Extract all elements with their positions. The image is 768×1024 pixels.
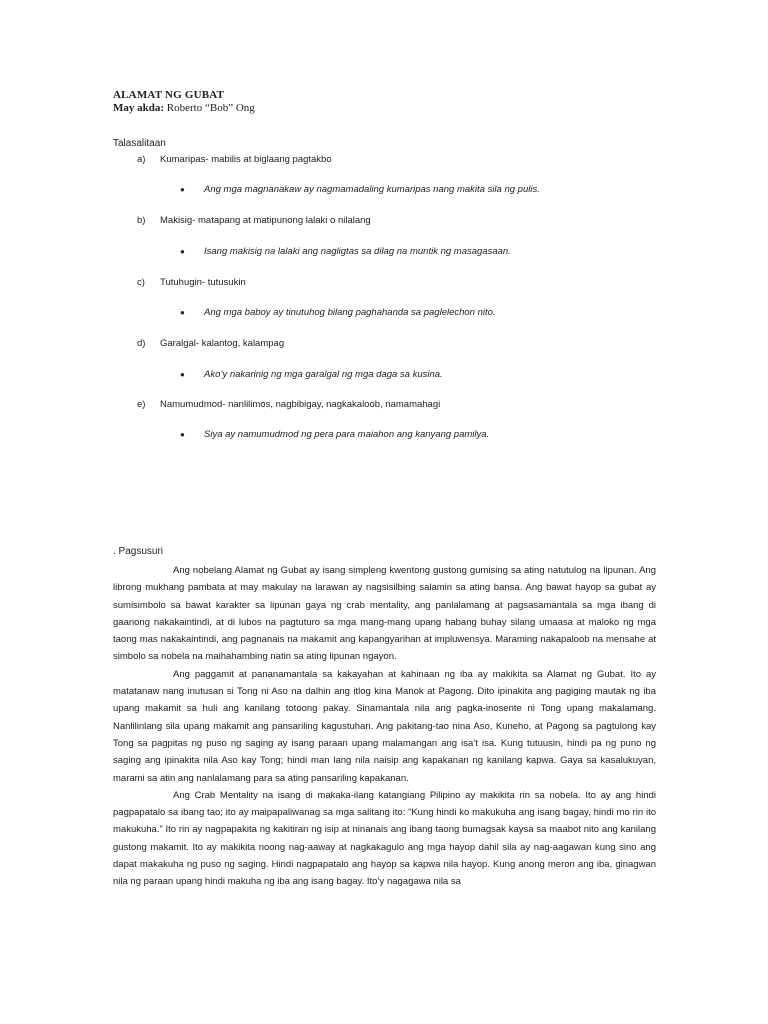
term-definition: Kumaripas- mabilis at biglaang pagtakbo (160, 154, 332, 165)
example-sentence: Ang mga baboy ay tinutuhog bilang paghahanda sa paglelechon nito. (204, 307, 496, 318)
bullet-icon: ● (180, 308, 185, 317)
bullet-icon: ● (180, 185, 185, 194)
vocabulary-heading: Talasalitaan (113, 138, 166, 149)
author-line (113, 102, 255, 114)
example-sentence: Ako’y nakarinig ng mga garalgal ng mga daga sa kusina. (204, 369, 443, 380)
term-letter: d) (137, 338, 146, 349)
term-definition: Tutuhugin- tutusukin (160, 277, 246, 288)
term-letter: b) (137, 215, 146, 226)
paragraph: Ang nobelang Alamat ng Gubat ay isang simpleng kwentong gustong gumising sa ating natutulog na lipunan. Ang librong mukhang pambata at may makulay na larawan ay nagsisilbing salamin sa ating bansa. Ang bawat hayop sa gubat ay sumisimbolo sa bawat karakter sa lipunan gaya ng crab mentality, ang panlalamang at pagsasamantala sa mga ibang di gaanong nakakaintindi, at di lubos na pagtuturo sa mga mang-mang upang habang buhay silang umaasa at maloko ng mga taong mas nakakaintindi, ang pagnanais na makamit ang kapangyarihan at impluwensya. Maraming nakapaloob na mensahe at simbolo sa nobela na maihahambing natin sa ating lipunan ngayon. (113, 565, 656, 663)
example-sentence: Isang makisig na lalaki ang nagligtas sa dilag na muntik ng masagasaan. (204, 246, 511, 257)
paragraph: Ang paggamit at pananamantala sa kakayahan at kahinaan ng iba ay makikita sa Alamat ng Gubat. Ito ay matatanaw nang inutusan si Tong ni Aso na dalhin ang itlog kina Manok at Pagong. Dito ipinakita ang pagiging mautak ng iba upang makamit sa huli ang kanilang totoong pakay. Sinamantala nila ang pagka-inosente ni Tong upang makalamang. Nanlilinlang sila upang makamit ang pansariling kagustuhan. Ang pakitang-tao nina Aso, Kuneho, at Pagong sa pagtulong kay Tong sa pagpitas ng puso ng saging ay isang paraan upang malamangan ang isa’t isa. Kung tutuusin, hindi pa ng puno ng saging ang ipinakita nila Aso kay Tong; hindi man lang nila naisip ang kapakanan ng kanilang kapwa. Gaya sa kasalukuyan, marami sa atin ang nanlalamang para sa ating pansariling kapakanan. (113, 668, 656, 784)
example-sentence: Ang mga magnanakaw ay nagmamadaling kumaripas nang makita sila ng pulis. (204, 184, 540, 195)
term-letter: a) (137, 154, 146, 165)
term-definition: Makisig- matapang at matipunong lalaki o nilalang (160, 215, 371, 226)
author-name: Roberto “Bob” Ong (166, 102, 255, 114)
analysis-body (113, 562, 656, 891)
author-label: May akda: (113, 102, 165, 114)
paragraph: Ang Crab Mentality na isang di makaka-ilang katangiang Pilipino ay makikita rin sa nobela. Ito ay ang hindi pagpapatalo sa ibang tao; ito ay maipapaliwanag sa mga salitang ito: “Kung hindi ko makukuha ang isang bagay, hindi mo rin ito makukuha.” Ito rin ay nagpapakita ng kakitiran ng isip at ninanais ang ibang taong bumagsak kaysa sa maabot nito ang kanilang gustong makamit. Ito ay makikita noong nag-aaway at nagkakagulo ang mga hayop dahil sila ay nag-aagawan kung sino ang dapat makakuha ng puso ng saging. Hindi nagpapatalo ang hayop sa kapwa nila hayop. Kung anong meron ang iba, ginagwan nila ng paraan upang hindi makuha ng iba ang isang bagay. Ito’y nagagawa nila sa (113, 789, 656, 888)
bullet-icon: ● (180, 370, 185, 379)
bullet-icon: ● (180, 430, 185, 439)
document-title: ALAMAT NG GUBAT (113, 89, 225, 101)
term-definition: Garalgal- kalantog, kalampag (160, 338, 285, 349)
example-sentence: Siya ay namumudmod ng pera para maiahon ang kanyang pamilya. (204, 429, 490, 440)
term-letter: e) (137, 399, 146, 410)
term-letter: c) (137, 277, 145, 288)
analysis-heading: . Pagsusuri (113, 546, 164, 557)
term-definition: Namumudmod- nanlilimos, nagbibigay, nagkakaloob, namamahagi (160, 399, 441, 410)
bullet-icon: ● (180, 247, 185, 256)
